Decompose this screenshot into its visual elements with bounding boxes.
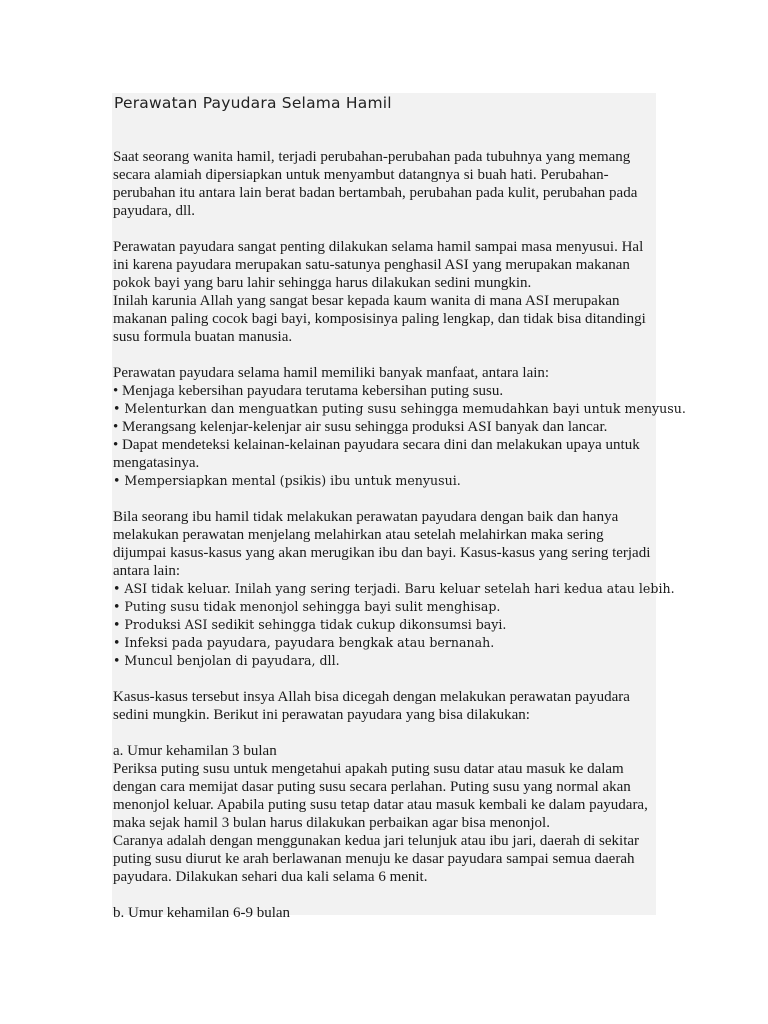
paragraph [113,364,686,490]
document-title: Perawatan Payudara Selama Hamil [114,94,392,112]
text-line: puting susu diurut ke arah berlawanan menuju ke dasar payudara sampai semua daerah [113,851,635,867]
text-line: dijumpai kasus-kasus yang akan merugikan ibu dan bayi. Kasus-kasus yang sering terjadi [113,545,651,561]
text-line: dengan cara memijat dasar puting susu secara perlahan. Puting susu yang normal akan [113,779,631,795]
text-line: Kasus-kasus tersebut insya Allah bisa dicegah dengan melakukan perawatan payudara [113,689,630,705]
bullet-line: • Merangsang kelenjar-kelenjar air susu sehingga produksi ASI banyak dan lancar. [113,419,608,435]
paragraph [113,148,658,220]
bullet-line: • Dapat mendeteksi kelainan-kelainan payudara secara dini dan melakukan upaya untuk [113,437,640,453]
text-line: sedini mungkin. Berikut ini perawatan payudara yang bisa dilakukan: [113,707,530,723]
paragraph [113,742,658,886]
bullet-line: • Infeksi pada payudara, payudara bengkak atau bernanah. [113,635,495,650]
bullet-line: • ASI tidak keluar. Inilah yang sering terjadi. Baru keluar setelah hari kedua atau lebih. [113,581,675,596]
text-line: payudara. Dilakukan sehari dua kali selama 6 menit. [113,869,428,885]
text-line: Perawatan payudara sangat penting dilakukan selama hamil sampai masa menyusui. Hal [113,239,644,255]
bullet-line: • Produksi ASI sedikit sehingga tidak cukup dikonsumsi bayi. [113,617,507,632]
text-line: Caranya adalah dengan menggunakan kedua jari telunjuk atau ibu jari, daerah di sekitar [113,833,640,849]
text-line: Inilah karunia Allah yang sangat besar kepada kaum wanita di mana ASI merupakan [113,293,620,309]
text-line: ini karena payudara merupakan satu-satunya penghasil ASI yang merupakan makanan [113,257,630,273]
text-line: Saat seorang wanita hamil, terjadi perubahan-perubahan pada tubuhnya yang memang [113,149,631,165]
bullet-line: • Puting susu tidak menonjol sehingga bayi sulit menghisap. [113,599,501,614]
text-line: antara lain: [113,563,181,579]
text-line: mengatasinya. [113,455,200,471]
bullet-line: • Menjaga kebersihan payudara terutama kebersihan puting susu. [113,383,504,399]
text-line: menonjol keluar. Apabila puting susu tetap datar atau masuk kembali ke dalam payudara, [113,797,648,813]
text-line: Perawatan payudara selama hamil memiliki banyak manfaat, antara lain: [113,365,550,381]
text-line: pokok bayi yang baru lahir sehingga harus dilakukan sedini mungkin. [113,275,532,291]
text-line: secara alamiah dipersiapkan untuk menyambut datangnya si buah hati. Perubahan- [113,167,609,183]
paragraph [113,904,658,922]
text-line: b. Umur kehamilan 6-9 bulan [113,905,291,921]
bullet-line: • Mempersiapkan mental (psikis) ibu untuk menyusui. [113,473,461,488]
text-line: Bila seorang ibu hamil tidak melakukan perawatan payudara dengan baik dan hanya [113,509,619,525]
paragraph [113,508,675,670]
text-line: Periksa puting susu untuk mengetahui apakah puting susu datar atau masuk ke dalam [113,761,624,777]
paragraph [113,688,658,724]
text-line: maka sejak hamil 3 bulan harus dilakukan perbaikan agar bisa menonjol. [113,815,550,831]
text-line: perubahan itu antara lain berat badan bertambah, perubahan pada kulit, perubahan pada [113,185,638,201]
text-line: makanan paling cocok bagi bayi, komposisinya paling lengkap, dan tidak bisa ditandingi [113,311,646,327]
document-body [113,148,686,940]
text-line: susu formula buatan manusia. [113,329,293,345]
text-line: melakukan perawatan menjelang melahirkan atau setelah melahirkan maka sering [113,527,604,543]
text-line: a. Umur kehamilan 3 bulan [113,743,277,759]
text-line: payudara, dll. [113,203,196,219]
bullet-line: • Muncul benjolan di payudara, dll. [113,653,340,668]
bullet-line: • Melenturkan dan menguatkan puting susu sehingga memudahkan bayi untuk menyusu. [113,401,686,416]
paragraph [113,238,658,346]
